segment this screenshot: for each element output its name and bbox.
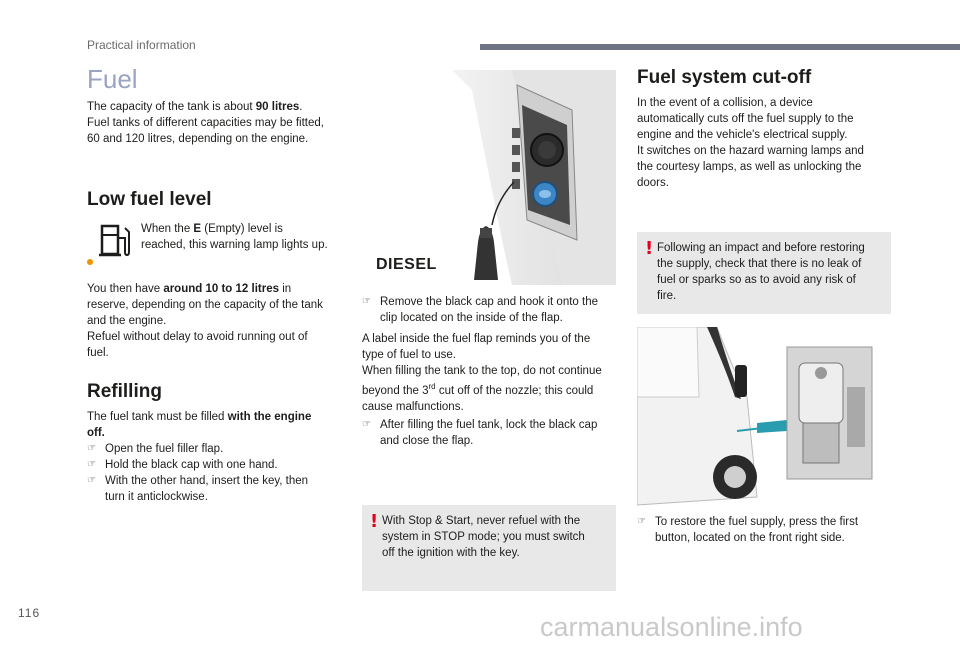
watermark: carmanualsonline.info bbox=[540, 612, 803, 642]
list-item: ☞ Hold the black cap with one hand. bbox=[87, 459, 278, 471]
pointer-icon: ☞ bbox=[87, 459, 96, 470]
fuel-flap-illustration bbox=[362, 70, 616, 285]
pointer-icon: ☞ bbox=[87, 475, 96, 486]
cutoff-heading: Fuel system cut-off bbox=[637, 67, 812, 88]
refilling-paragraph: The fuel tank must be filled with the engine off. ☞ Open the fuel filler flap. ☞ Hold the black cap with one hand. ☞ With the other hand, insert the key, then turn it anticlockwise. bbox=[87, 409, 349, 505]
impact-warning-box: ! Following an impact and before restoring the supply, check that there is no leak of fuel or sparks so as to avoid any risk of fire. bbox=[637, 232, 891, 314]
lock-cap-step: ☞ After filling the fuel tank, lock the black cap and close the flap. bbox=[362, 419, 598, 447]
restore-step: ☞ To restore the fuel supply, press the first button, located on the front right side. bbox=[637, 516, 859, 544]
low-fuel-heading: Low fuel level bbox=[87, 189, 212, 210]
page-number: 116 bbox=[18, 606, 41, 620]
warning-icon: ! bbox=[645, 238, 654, 259]
pointer-icon: ☞ bbox=[637, 516, 646, 527]
page-title: Fuel bbox=[87, 64, 138, 94]
list-item: ☞ With the other hand, insert the key, then bbox=[87, 475, 309, 487]
warning-icon: ! bbox=[370, 511, 379, 532]
list-item: ☞ Open the fuel filler flap. bbox=[87, 443, 224, 455]
diesel-label: DIESEL bbox=[376, 256, 437, 273]
section-title: Practical information bbox=[87, 38, 196, 52]
orange-lamp-indicator bbox=[87, 259, 93, 265]
capacity-paragraph: The capacity of the tank is about 90 litres. Fuel tanks of different capacities may be fitted, 60 and 120 litres, depending on the engine. bbox=[87, 101, 324, 145]
fuel-pump-icon bbox=[98, 222, 132, 258]
pointer-icon: ☞ bbox=[362, 296, 371, 307]
pointer-icon: ☞ bbox=[87, 443, 96, 454]
header-bar bbox=[480, 44, 960, 50]
cutoff-paragraph: In the event of a collision, a device automatically cuts off the fuel supply to the engine and the vehicle's electrical supply. It switches on the hazard warning lamps and the courtesy lamps, as well as unlocking the doors. bbox=[637, 97, 864, 189]
pointer-icon: ☞ bbox=[362, 419, 371, 430]
remove-cap-step: ☞ Remove the black cap and hook it onto the clip located on the inside of the flap. bbox=[362, 296, 599, 324]
fuel-label-paragraph: A label inside the fuel flap reminds you of the type of fuel to use. When filling the tank to the top, do not continue beyond the 3rd cut off of the nozzle; this could cause malfunctions. bbox=[362, 333, 602, 413]
warning-lamp-text: When the E (Empty) level is reached, this warning lamp lights up. bbox=[141, 223, 328, 251]
refilling-heading: Refilling bbox=[87, 381, 162, 402]
reserve-paragraph: You then have around 10 to 12 litres in reserve, depending on the capacity of the tank and the engine. Refuel without delay to avoid running out of fuel. bbox=[87, 283, 323, 359]
cutoff-switch-illustration bbox=[637, 327, 892, 507]
stop-start-warning-box: ! With Stop & Start, never refuel with the system in STOP mode; you must switch off the ignition with the key. bbox=[362, 505, 616, 591]
